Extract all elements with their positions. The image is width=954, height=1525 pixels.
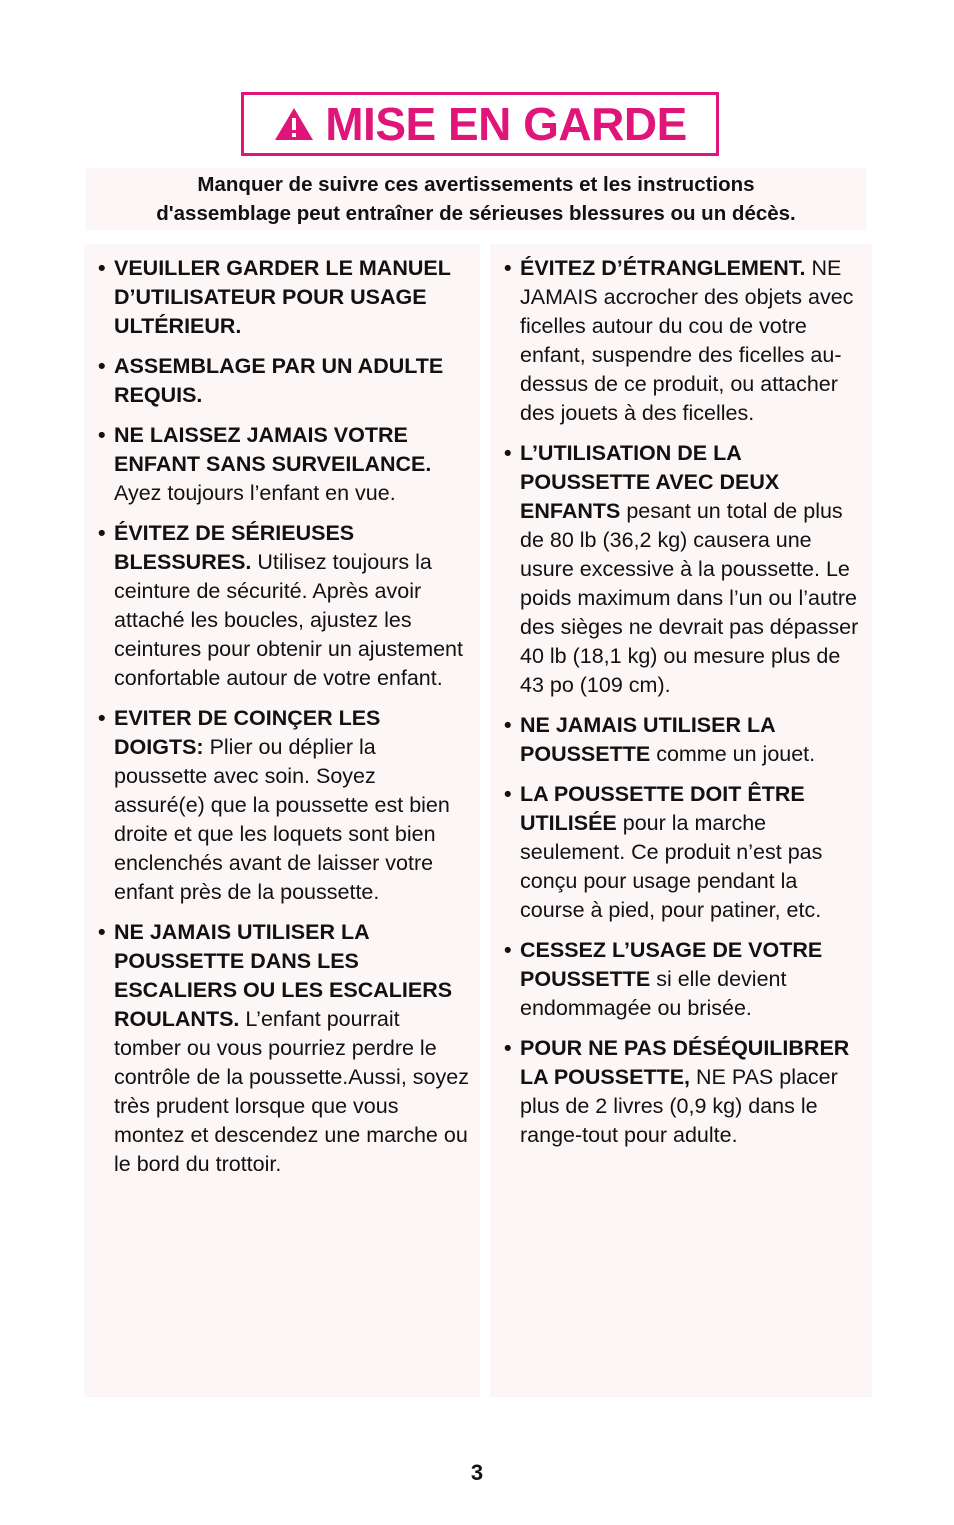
warning-heading: CESSEZ L’USAGE DE VOTRE POUSSETTE bbox=[520, 938, 823, 991]
warning-item bbox=[96, 918, 470, 1179]
warning-text: pesant un total de plus de 80 lb (36,2 kg) causera une usure excessive à la poussette. Le poids maximum dans l’un ou l’autre des sièges ne devrait pas dépasser 40 lb (18,1 kg) ou mesure plus de 43 po (109 cm). bbox=[520, 499, 859, 697]
warning-item bbox=[96, 519, 470, 693]
warning-text: NE JAMAIS accrocher des objets avec ficelles autour du cou de votre enfant, suspendre des ficelles au-dessus de ce produit, ou attacher des jouets à des ficelles. bbox=[520, 256, 854, 425]
warning-heading: EVITER DE COINÇER LES DOIGTS: bbox=[114, 706, 381, 759]
warning-item bbox=[502, 439, 864, 700]
bullet: • bbox=[98, 920, 106, 944]
bullet: • bbox=[504, 713, 512, 737]
warning-heading: POUR NE PAS DÉSÉQUILIBRER LA POUSSETTE, bbox=[520, 1036, 850, 1089]
page-number: 3 bbox=[470, 1460, 484, 1485]
warning-heading: VEUILLER GARDER LE MANUEL D’UTILISATEUR POUR USAGE ULTÉRIEUR. bbox=[114, 256, 451, 338]
warning-heading: LA POUSSETTE DOIT ÊTRE UTILISÉE bbox=[520, 782, 805, 835]
warning-text: Utilisez toujours la ceinture de sécurité. Après avoir attaché les boucles, ajustez les ceintures pour obtenir un ajustement confortable autour de votre enfant. bbox=[114, 550, 463, 690]
bullet: • bbox=[98, 256, 106, 280]
bullet: • bbox=[504, 1036, 512, 1060]
warning-heading: NE LAISSEZ JAMAIS VOTRE ENFANT SANS SURVEILANCE. bbox=[114, 423, 432, 476]
warning-item bbox=[96, 352, 470, 410]
warning-text: L’enfant pourrait tomber ou vous pourriez perdre le contrôle de la poussette.Aussi, soyez très prudent lorsque que vous montez et descendez une marche ou le bord du trottoir. bbox=[114, 1007, 469, 1176]
warning-text: NE PAS placer plus de 2 livres (0,9 kg) dans le range-tout pour adulte. bbox=[520, 1065, 838, 1147]
warning-text: pour la marche seulement. Ce produit n’est pas conçu pour usage pendant la course à pied, pour patiner, etc. bbox=[520, 811, 823, 922]
warning-text: Ayez toujours l’enfant en vue. bbox=[114, 481, 396, 505]
warning-heading: ÉVITEZ D’ÉTRANGLEMENT. bbox=[520, 256, 806, 280]
warning-item bbox=[502, 780, 864, 925]
bullet: • bbox=[98, 706, 106, 730]
warning-item bbox=[96, 704, 470, 907]
bullet: • bbox=[98, 521, 106, 545]
intro-warning bbox=[86, 168, 866, 230]
warning-text: comme un jouet. bbox=[650, 742, 816, 766]
warning-banner bbox=[241, 92, 719, 156]
bullet: • bbox=[504, 441, 512, 465]
warning-triangle-icon bbox=[273, 106, 315, 142]
bullet: • bbox=[504, 938, 512, 962]
warning-text: Plier ou déplier la poussette avec soin. Soyez assuré(e) que la poussette est bien droite et que les loquets sont bien enclenchés avant de laisser votre enfant près de la poussette. bbox=[114, 735, 450, 904]
warning-heading: NE JAMAIS UTILISER LA POUSSETTE bbox=[520, 713, 775, 766]
banner-title: MISE EN GARDE bbox=[325, 98, 687, 150]
right-column bbox=[490, 244, 872, 1397]
intro-line-2: d'assemblage peut entraîner de sérieuses blessures ou un décès. bbox=[156, 202, 796, 225]
warning-text: si elle devient endommagée ou brisée. bbox=[520, 967, 787, 1020]
bullet: • bbox=[98, 423, 106, 447]
warning-item bbox=[96, 254, 470, 341]
warning-item bbox=[502, 936, 864, 1023]
warning-heading: NE JAMAIS UTILISER LA POUSSETTE DANS LES ESCALIERS OU LES ESCALIERS ROULANTS. bbox=[114, 920, 453, 1031]
right-warning-list bbox=[502, 254, 864, 1150]
left-warning-list bbox=[96, 254, 470, 1179]
warning-heading: ÉVITEZ DE SÉRIEUSES BLESSURES. bbox=[114, 521, 355, 574]
intro-line-1: Manquer de suivre ces avertissements et les instructions bbox=[197, 173, 755, 196]
warning-item bbox=[502, 254, 864, 428]
bullet: • bbox=[504, 782, 512, 806]
bullet: • bbox=[98, 354, 106, 378]
warning-item bbox=[502, 711, 864, 769]
left-column bbox=[84, 244, 480, 1397]
warning-heading: L’UTILISATION DE LA POUSSETTE AVEC DEUX ENFANTS bbox=[520, 441, 780, 523]
warning-heading: ASSEMBLAGE PAR UN ADULTE REQUIS. bbox=[114, 354, 444, 407]
warning-item bbox=[96, 421, 470, 508]
warning-item bbox=[502, 1034, 864, 1150]
bullet: • bbox=[504, 256, 512, 280]
